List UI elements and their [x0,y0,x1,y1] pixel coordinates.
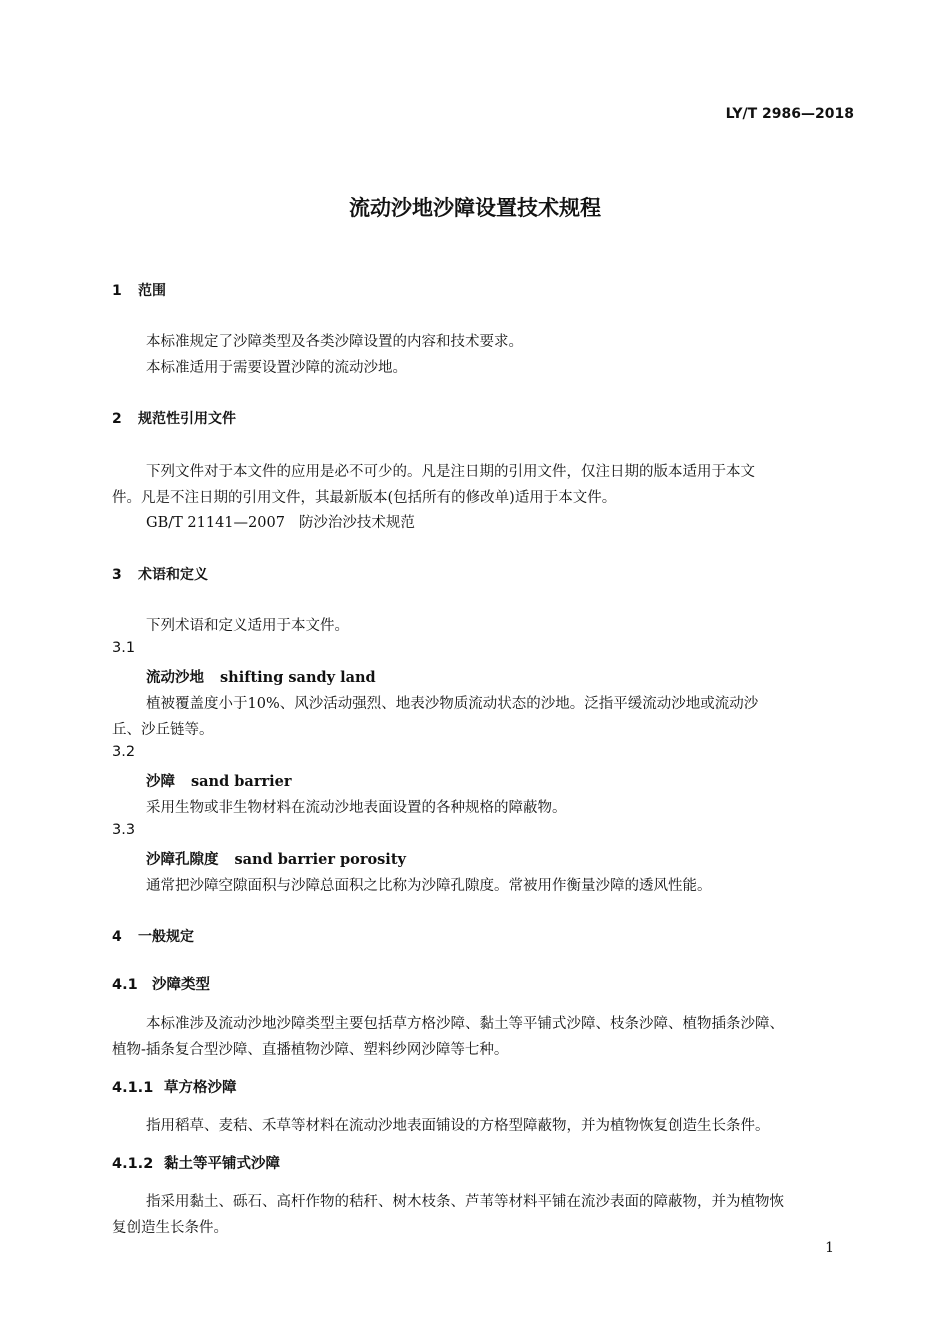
term-en: sand barrier [191,773,292,790]
term-number: 3.1 [112,640,136,656]
section-3-heading [112,564,208,584]
reference-title: 防沙治沙技术规范 [298,515,415,531]
term-number: 3.2 [112,744,136,760]
paragraph: 本标准涉及流动沙地沙障类型主要包括草方格沙障、黏土等平铺式沙障、枝条沙障、植物插条沙障、 [146,1016,784,1032]
section-number: 4 [112,929,122,945]
section-title: 术语和定义 [138,567,208,583]
term-definition: 植被覆盖度小于10%、风沙活动强烈、地表沙物质流动状态的沙地。泛指平缓流动沙地或流动沙 [146,696,759,712]
paragraph: 本标准适用于需要设置沙障的流动沙地。 [146,360,407,376]
paragraph: 下列术语和定义适用于本文件。 [146,618,349,634]
section-title: 沙障类型 [152,977,210,993]
section-number: 4.1.2 [112,1156,154,1172]
paragraph-continuation: 件。凡是不注日期的引用文件，其最新版本(包括所有的修改单)适用于本文件。 [112,490,617,506]
term-definition: 采用生物或非生物材料在流动沙地表面设置的各种规格的障蔽物。 [146,800,567,816]
term-definition: 通常把沙障空隙面积与沙障总面积之比称为沙障孔隙度。常被用作衡量沙障的透风性能。 [146,878,712,894]
section-number: 4.1.1 [112,1080,154,1096]
section-2-heading [112,408,236,428]
section-title: 规范性引用文件 [138,411,236,427]
paragraph: 指用稻草、麦秸、禾草等材料在流动沙地表面铺设的方格型障蔽物，并为植物恢复创造生长条件。 [146,1118,770,1134]
paragraph-continuation: 复创造生长条件。 [112,1220,228,1236]
paragraph-continuation: 植物-插条复合型沙障、直播植物沙障、塑料纱网沙障等七种。 [112,1042,509,1058]
paragraph: 指采用黏土、砾石、高杆作物的秸秆、树木枝条、芦苇等材料平铺在流沙表面的障蔽物，并为植物恢 [146,1194,784,1210]
section-title: 黏土等平铺式沙障 [164,1156,280,1172]
section-number: 1 [112,283,122,299]
section-title: 一般规定 [138,929,194,945]
standard-number: LY/T 2986—2018 [725,106,854,122]
term-zh: 沙障孔隙度 [146,852,219,868]
section-number: 4.1 [112,977,138,993]
term-entry [146,770,291,791]
term-en: sand barrier porosity [234,851,406,868]
section-title: 草方格沙障 [164,1080,237,1096]
section-4-heading [112,926,194,946]
section-1-heading [112,280,166,300]
term-zh: 流动沙地 [146,670,204,686]
term-entry [146,848,406,869]
subsection-4-1-1-heading [112,1076,237,1097]
term-entry [146,666,376,687]
term-number: 3.3 [112,822,136,838]
paragraph: 本标准规定了沙障类型及各类沙障设置的内容和技术要求。 [146,334,523,350]
term-zh: 沙障 [146,774,175,790]
subsection-4-1-2-heading [112,1152,280,1173]
section-number: 2 [112,411,122,427]
document-title: 流动沙地沙障设置技术规程 [349,196,601,220]
normative-reference [146,511,415,532]
term-en: shifting sandy land [220,669,376,686]
paragraph: 下列文件对于本文件的应用是必不可少的。凡是注日期的引用文件，仅注日期的版本适用于本文 [146,464,755,480]
subsection-4-1-heading [112,973,210,994]
term-definition-continuation: 丘、沙丘链等。 [112,722,214,738]
reference-code: GB/T 21141—2007 [146,515,285,531]
section-title: 范围 [138,283,166,299]
section-number: 3 [112,567,122,583]
page-number: 1 [825,1240,834,1256]
